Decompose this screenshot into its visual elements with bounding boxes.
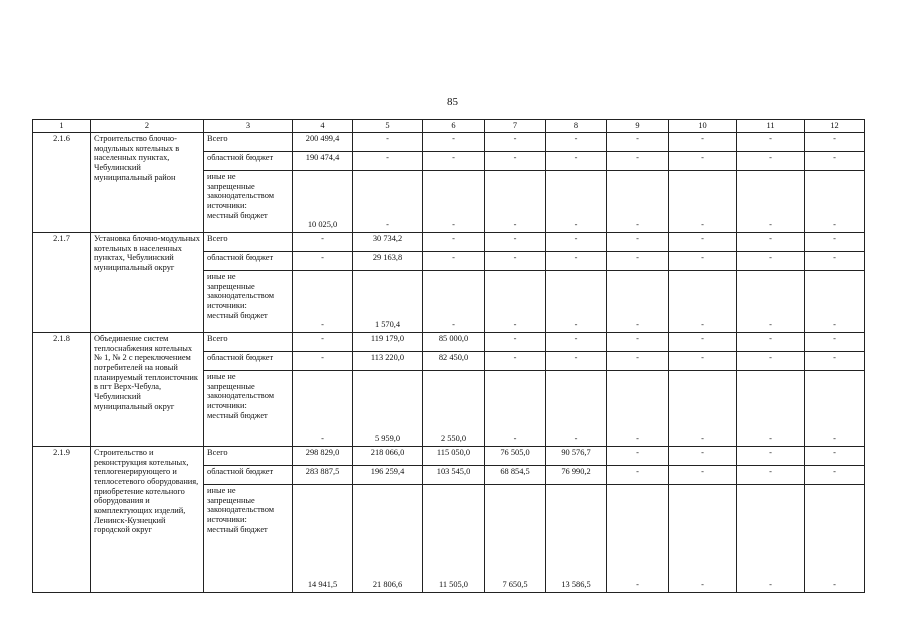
funding-source-label: [204, 371, 293, 447]
value-cell: 7 650,5: [485, 485, 546, 593]
funding-source-line: запрещенные: [207, 381, 255, 391]
value-cell: -: [546, 333, 607, 352]
funding-source-line: иные не: [207, 486, 236, 495]
value-cell: -: [546, 133, 607, 152]
value-cell: -: [805, 271, 865, 333]
value-cell: -: [669, 466, 737, 485]
table-row: [33, 133, 865, 152]
funding-source-line: местный бюджет: [207, 524, 268, 534]
funding-source-line: местный бюджет: [207, 410, 268, 420]
value-cell: -: [546, 171, 607, 233]
value-cell: -: [737, 152, 805, 171]
value-cell: 68 854,5: [485, 466, 546, 485]
value-cell: 76 990,2: [546, 466, 607, 485]
value-cell: 82 450,0: [423, 352, 485, 371]
value-cell: -: [423, 171, 485, 233]
value-cell: -: [607, 371, 669, 447]
value-cell: -: [423, 252, 485, 271]
value-cell: -: [737, 271, 805, 333]
value-cell: -: [607, 252, 669, 271]
funding-source-label: [204, 171, 293, 233]
value-cell: 119 179,0: [353, 333, 423, 352]
value-cell: -: [293, 252, 353, 271]
funding-source-line: иные не: [207, 172, 236, 181]
value-cell: -: [546, 352, 607, 371]
value-cell: -: [737, 466, 805, 485]
value-cell: -: [423, 133, 485, 152]
value-cell: -: [546, 371, 607, 447]
funding-source-label: [204, 485, 293, 593]
value-cell: -: [423, 233, 485, 252]
funding-source-line: законодательством: [207, 191, 275, 201]
item-number: 2.1.6: [33, 133, 91, 233]
value-cell: 283 887,5: [293, 466, 353, 485]
value-cell: 298 829,0: [293, 447, 353, 466]
value-cell: -: [607, 271, 669, 333]
value-cell: 10 025,0: [293, 171, 353, 233]
value-cell: -: [485, 352, 546, 371]
table-row: [33, 447, 865, 466]
value-cell: -: [607, 152, 669, 171]
value-cell: 115 050,0: [423, 447, 485, 466]
value-cell: -: [607, 133, 669, 152]
value-cell: 196 259,4: [353, 466, 423, 485]
value-cell: -: [669, 171, 737, 233]
value-cell: -: [353, 133, 423, 152]
value-cell: -: [737, 233, 805, 252]
value-cell: -: [669, 271, 737, 333]
funding-source-label: областной бюджет: [204, 466, 293, 485]
funding-source-label: [204, 271, 293, 333]
item-name: Строительство блочно-модульных котельных в населенных пунктах, Чебулинский муниципальный район: [91, 133, 204, 233]
funding-source-line: иные не: [207, 272, 236, 281]
column-number: 8: [546, 120, 607, 133]
funding-source-line: источники:: [207, 300, 247, 310]
item-name: Строительство и реконструкция котельных, теплогенерирующего и теплосетевого оборудования, приобретение котельного оборудования и комплектующих изделий, Ленинск-Кузнецкий городской округ: [91, 447, 204, 593]
value-cell: -: [805, 233, 865, 252]
value-cell: -: [293, 271, 353, 333]
value-cell: -: [737, 485, 805, 593]
financing-table: [32, 119, 865, 593]
value-cell: -: [293, 352, 353, 371]
funding-source-line: законодательством: [207, 291, 275, 301]
value-cell: 90 576,7: [546, 447, 607, 466]
value-cell: 30 734,2: [353, 233, 423, 252]
value-cell: -: [805, 371, 865, 447]
funding-source-label: Всего: [204, 447, 293, 466]
funding-source-line: источники:: [207, 514, 247, 524]
value-cell: -: [485, 152, 546, 171]
value-cell: 13 586,5: [546, 485, 607, 593]
value-cell: -: [607, 466, 669, 485]
value-cell: 1 570,4: [353, 271, 423, 333]
funding-source-line: местный бюджет: [207, 210, 268, 220]
table-row: [33, 333, 865, 352]
value-cell: 218 066,0: [353, 447, 423, 466]
value-cell: -: [546, 252, 607, 271]
value-cell: -: [293, 233, 353, 252]
value-cell: -: [805, 466, 865, 485]
page-number: 85: [447, 96, 458, 108]
value-cell: 190 474,4: [293, 152, 353, 171]
value-cell: -: [669, 485, 737, 593]
funding-source-line: законодательством: [207, 505, 275, 515]
value-cell: -: [607, 485, 669, 593]
value-cell: 200 499,4: [293, 133, 353, 152]
value-cell: -: [737, 352, 805, 371]
value-cell: -: [805, 352, 865, 371]
value-cell: -: [353, 171, 423, 233]
column-number: 2: [91, 120, 204, 133]
funding-source-label: областной бюджет: [204, 352, 293, 371]
value-cell: -: [805, 447, 865, 466]
table-row: [33, 233, 865, 252]
column-number-row: [33, 120, 865, 133]
funding-source-label: Всего: [204, 233, 293, 252]
funding-source-line: запрещенные: [207, 281, 255, 291]
value-cell: -: [423, 271, 485, 333]
funding-source-line: источники:: [207, 400, 247, 410]
column-number: 11: [737, 120, 805, 133]
value-cell: -: [607, 447, 669, 466]
value-cell: 5 959,0: [353, 371, 423, 447]
value-cell: -: [607, 333, 669, 352]
value-cell: -: [353, 152, 423, 171]
column-number: 3: [204, 120, 293, 133]
value-cell: -: [607, 352, 669, 371]
value-cell: -: [737, 171, 805, 233]
value-cell: 85 000,0: [423, 333, 485, 352]
funding-source-line: источники:: [207, 200, 247, 210]
item-number: 2.1.7: [33, 233, 91, 333]
column-number: 12: [805, 120, 865, 133]
value-cell: -: [423, 152, 485, 171]
value-cell: -: [546, 152, 607, 171]
funding-source-label: областной бюджет: [204, 152, 293, 171]
value-cell: -: [607, 171, 669, 233]
item-name: Объединение систем теплоснабжения котельных № 1, № 2 с переключением потребителей на новый планируемый теплоисточник в пгт Верх-Чебула, Чебулинский муниципальный округ: [91, 333, 204, 447]
value-cell: -: [805, 152, 865, 171]
value-cell: 2 550,0: [423, 371, 485, 447]
funding-source-label: областной бюджет: [204, 252, 293, 271]
value-cell: -: [805, 485, 865, 593]
funding-source-line: местный бюджет: [207, 310, 268, 320]
column-number: 1: [33, 120, 91, 133]
value-cell: 11 505,0: [423, 485, 485, 593]
value-cell: -: [737, 133, 805, 152]
value-cell: -: [669, 371, 737, 447]
value-cell: -: [805, 333, 865, 352]
item-number: 2.1.8: [33, 333, 91, 447]
value-cell: 103 545,0: [423, 466, 485, 485]
value-cell: -: [485, 333, 546, 352]
value-cell: -: [669, 333, 737, 352]
value-cell: 76 505,0: [485, 447, 546, 466]
column-number: 5: [353, 120, 423, 133]
value-cell: -: [485, 171, 546, 233]
value-cell: -: [485, 252, 546, 271]
column-number: 9: [607, 120, 669, 133]
column-number: 10: [669, 120, 737, 133]
value-cell: -: [485, 271, 546, 333]
funding-source-line: запрещенные: [207, 181, 255, 191]
value-cell: -: [805, 252, 865, 271]
value-cell: -: [737, 252, 805, 271]
value-cell: -: [737, 447, 805, 466]
value-cell: 29 163,8: [353, 252, 423, 271]
funding-source-label: Всего: [204, 133, 293, 152]
value-cell: -: [737, 371, 805, 447]
funding-source-label: Всего: [204, 333, 293, 352]
funding-source-line: иные не: [207, 372, 236, 381]
column-number: 4: [293, 120, 353, 133]
value-cell: -: [669, 152, 737, 171]
value-cell: -: [669, 233, 737, 252]
value-cell: 21 806,6: [353, 485, 423, 593]
funding-source-line: законодательством: [207, 391, 275, 401]
funding-source-line: запрещенные: [207, 495, 255, 505]
value-cell: 14 941,5: [293, 485, 353, 593]
value-cell: 113 220,0: [353, 352, 423, 371]
value-cell: -: [485, 233, 546, 252]
value-cell: -: [485, 133, 546, 152]
value-cell: -: [293, 333, 353, 352]
value-cell: -: [546, 233, 607, 252]
value-cell: -: [669, 447, 737, 466]
value-cell: -: [805, 133, 865, 152]
column-number: 6: [423, 120, 485, 133]
item-name: Установка блочно-модульных котельных в населенных пунктах, Чебулинский муниципальный округ: [91, 233, 204, 333]
value-cell: -: [669, 252, 737, 271]
value-cell: -: [546, 271, 607, 333]
value-cell: -: [805, 171, 865, 233]
column-number: 7: [485, 120, 546, 133]
value-cell: -: [737, 333, 805, 352]
value-cell: -: [293, 371, 353, 447]
value-cell: -: [669, 133, 737, 152]
value-cell: -: [485, 371, 546, 447]
value-cell: -: [669, 352, 737, 371]
item-number: 2.1.9: [33, 447, 91, 593]
value-cell: -: [607, 233, 669, 252]
